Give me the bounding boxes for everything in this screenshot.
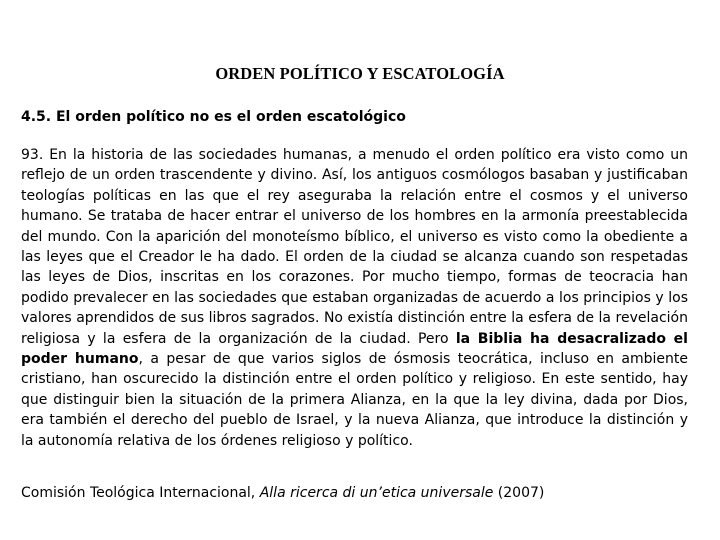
citation bbox=[21, 485, 544, 501]
section-subtitle: 4.5. El orden político no es el orden escatológico bbox=[21, 109, 406, 125]
citation-work-title: Alla ricerca di un’etica universale bbox=[259, 485, 494, 501]
document-title: ORDEN POLÍTICO Y ESCATOLOGÍA bbox=[215, 64, 505, 83]
body-paragraph bbox=[21, 145, 688, 451]
citation-author: Comisión Teológica Internacional, bbox=[21, 485, 260, 501]
paragraph-text-start: 93. En la historia de las sociedades humanas, a menudo el orden político era visto como un reflejo de un orden trascendente y divino. Así, los antiguos cosmólogos basaban y justificaban teologías políticas en las que el rey aseguraba la relación entre el cosmos y el universo humano. Se trataba de hacer entrar el universo de los hombres en la armonía preestablecida del mundo. Con la aparición del monoteísmo bíblico, el universo es visto como la obediente a las leyes que el Creador le ha dado. El orden de la ciudad se alcanza cuando son respetadas las leyes de Dios, inscritas en los corazones. Por mucho tiempo, formas de teocracia han podido prevalecer en las sociedades que estaban organizadas de acuerdo a los principios y los valores aprendidos de sus libros sagrados. No existía distinción entre la esfera de la revelación religiosa y la esfera de la organización de la ciudad. Pero bbox=[21, 147, 688, 347]
paragraph-text-end: , a pesar de que varios siglos de ósmosis teocrática, incluso en ambiente cristiano, han oscurecido la distinción entre el orden político y religioso. En este sentido, hay que distinguir bien la situación de la primera Alianza, en la que la ley divina, dada por Dios, era también el derecho del pueblo de Israel, y la nueva Alianza, que introduce la distinción y la autonomía relativa de los órdenes religioso y político. bbox=[21, 351, 688, 449]
citation-year: (2007) bbox=[493, 485, 545, 501]
paragraph-emphasis: la Biblia ha desacralizado el poder humano bbox=[21, 330, 688, 368]
